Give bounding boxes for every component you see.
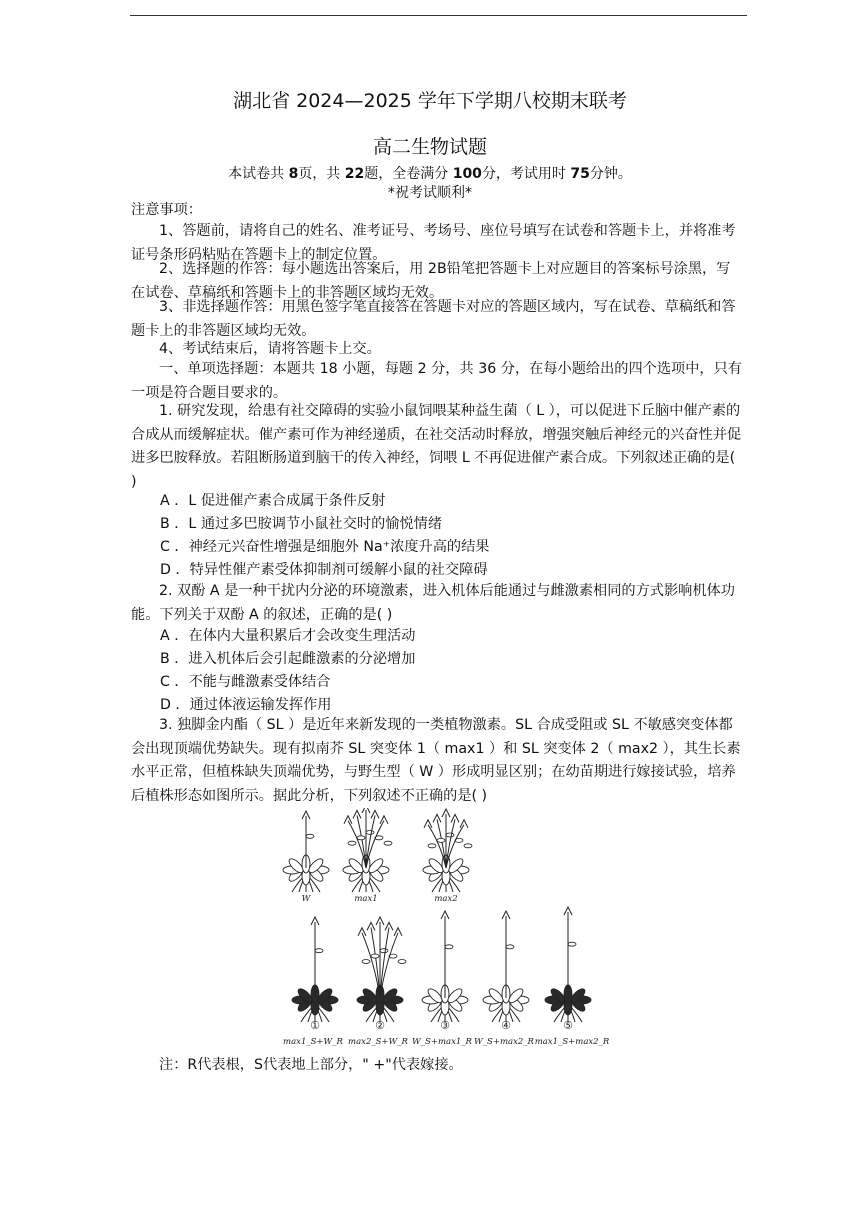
q2-option-b: B ．进入机体后会引起雌激素的分泌增加 bbox=[160, 651, 416, 667]
note-item-3: 3、非选择题作答：用黑色签字笔直接答在答题卡对应的答题区域内，写在试卷、草稿纸和答题卡上的非答题区域均无效。 bbox=[131, 299, 736, 339]
graft-number-2: ② bbox=[375, 1019, 385, 1032]
plant-graft-2 bbox=[357, 917, 406, 1022]
plant-graft-3 bbox=[422, 911, 468, 1022]
section-heading: 一、单项选择题：本题共 18 小题，每题 2 分，共 36 分，在每小题给出的四个选项中，只有一项是符合题目要求的。 bbox=[131, 361, 742, 401]
graft-label-2: max2_S+W_R bbox=[348, 1037, 408, 1047]
label-max1: max1 bbox=[354, 894, 378, 904]
note-item-1: 1、答题前，请将自己的姓名、准考证号、考场号、座位号填写在试卷和答题卡上，并将准考证号条形码粘贴在答题卡上的制定位置。 bbox=[131, 223, 736, 263]
graft-label-1: max1_S+W_R bbox=[283, 1037, 343, 1047]
label-max2: max2 bbox=[434, 894, 458, 904]
graft-label-3: W_S+max1_R bbox=[412, 1037, 472, 1047]
question-3-stem: 3. 独脚金内酯（ SL ）是近年来新发现的一类植物激素。SL 合成受阻或 SL 不敏感突变体都会出现顶端优势缺失。现有拟南芥 SL 突变体 1（ max1 ）和 SL 突变体 2（ max2 ），其生长素水平正常，但植株缺失顶端优势，与野生型（ W ）形成明显区别；在幼苗期进行嫁接试验，培养后植株形态如图所示。据此分析，下列叙述不正确的是( ) bbox=[131, 717, 741, 804]
graft-number-1: ① bbox=[310, 1019, 320, 1032]
q1-option-c: C ．神经元兴奋性增强是细胞外 Na⁺浓度升高的结果 bbox=[160, 539, 490, 555]
q1-option-a: A ．L 促进催产素合成属于条件反射 bbox=[160, 493, 386, 509]
question-2-stem: 2. 双酚 A 是一种干扰内分泌的环境激素，进入机体后能通过与雌激素相同的方式影响机体功能。下列关于双酚 A 的叙述，正确的是( ) bbox=[131, 583, 735, 623]
q2-option-a: A ．在体内大量积累后才会改变生理活动 bbox=[160, 628, 416, 644]
notes-heading: 注意事项： bbox=[131, 202, 202, 218]
exam-title: 湖北省 2024—2025 学年下学期八校期末联考 bbox=[233, 90, 627, 112]
exam-subtitle: 高二生物试题 bbox=[372, 136, 487, 158]
plant-w bbox=[283, 811, 329, 892]
note-item-4: 4、考试结束后，请将答题卡上交。 bbox=[159, 341, 381, 357]
grafting-figure bbox=[280, 808, 615, 1050]
top-rule bbox=[130, 15, 747, 16]
plant-illustrations bbox=[283, 808, 591, 1022]
plant-graft-5 bbox=[545, 907, 591, 1022]
good-luck-line: *祝考试顺利* bbox=[388, 185, 472, 201]
note-item-2: 2、选择题的作答：每小题选出答案后，用 2B铅笔把答题卡上对应题目的答案标号涂黑，写在试卷、草稿纸和答题卡上的非答题区域均无效。 bbox=[131, 261, 731, 301]
plant-graft-4 bbox=[483, 911, 529, 1022]
exam-info: 本试卷共 8页，共 22题，全卷满分 100分，考试用时 75分钟。 bbox=[228, 166, 632, 182]
plant-graft-1 bbox=[292, 917, 338, 1022]
graft-number-5: ⑤ bbox=[563, 1019, 573, 1032]
figure-note: 注：R代表根，S代表地上部分，" +"代表嫁接。 bbox=[159, 1057, 463, 1073]
graft-number-3: ③ bbox=[440, 1019, 450, 1032]
graft-label-5: max1_S+max2_R bbox=[534, 1037, 610, 1047]
plant-max2 bbox=[423, 809, 472, 892]
q1-option-d: D ．特异性催产素受体抑制剂可缓解小鼠的社交障碍 bbox=[160, 562, 488, 578]
graft-number-4: ④ bbox=[501, 1019, 511, 1032]
q2-option-d: D ．通过体液运输发挥作用 bbox=[160, 697, 332, 713]
graft-label-4: W_S+max2_R bbox=[474, 1037, 534, 1047]
q2-option-c: C ．不能与雌激素受体结合 bbox=[160, 674, 331, 690]
label-w: W bbox=[301, 894, 311, 904]
plant-max1 bbox=[343, 808, 392, 892]
q1-option-b: B ．L 通过多巴胺调节小鼠社交时的愉悦情绪 bbox=[160, 516, 443, 532]
question-1-stem: 1. 研究发现，给患有社交障碍的实验小鼠饲喂某种益生菌（ L ），可以促进下丘脑中催产素的合成从而缓解症状。催产素可作为神经递质，在社交活动时释放，增强突触后神经元的兴奋性并促进多巴胺释放。若阻断肠道到脑干的传入神经，饲喂 L 不再促进催产素合成。下列叙述正确的是( ) bbox=[131, 403, 742, 490]
